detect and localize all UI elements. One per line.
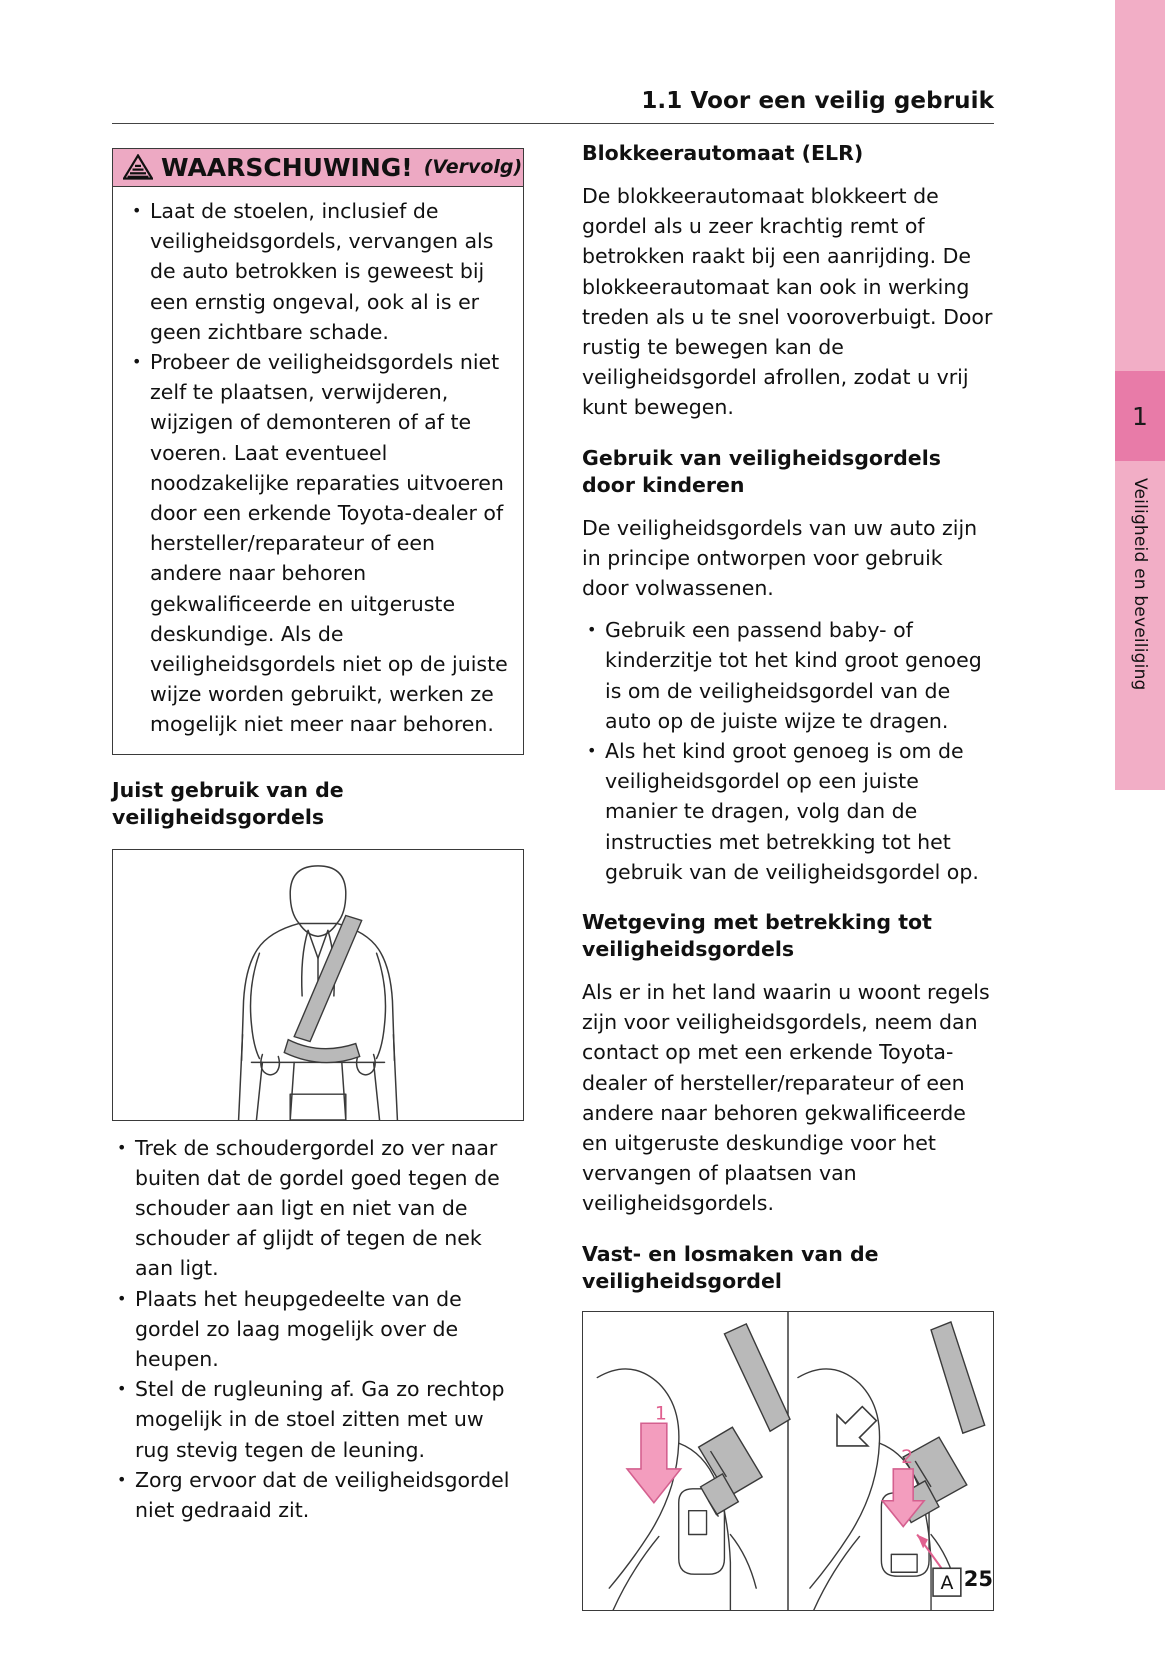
heading-children: Gebruik van veiligheidsgordels door kinderen — [582, 445, 941, 497]
callout-step-1: 1 — [654, 1401, 667, 1424]
list-item: • Stel de rugleuning af. Ga zo rechtop mogelijk in de stoel zitten met uw rug stevig tegen de leuning. — [112, 1374, 524, 1465]
callout-step-2: 2 — [901, 1445, 914, 1468]
fasten-arrow — [627, 1423, 681, 1502]
children-bullet-list — [582, 615, 994, 887]
warning-box-header — [113, 149, 523, 187]
side-tab-chapter-label: Veiligheid en beveiliging — [1130, 478, 1150, 691]
warning-box — [112, 148, 524, 755]
chapter-side-tab — [1115, 0, 1165, 1653]
page-title: 1.1 Voor een veilig gebruik — [641, 88, 994, 114]
list-item: • Gebruik een passend baby- of kinderzitje tot het kind groot genoeg is om de veiligheidsgordel van de auto op de juiste wijze te dragen. — [582, 615, 994, 736]
left-column — [112, 148, 524, 1525]
warning-triangle-icon — [123, 154, 153, 180]
list-item: • Als het kind groot genoeg is om de veiligheidsgordel op een juiste manier te dragen, volg dan de instructies met betrekking tot het gebruik van de veiligheidsgordel op. — [582, 736, 994, 887]
page-header — [112, 88, 994, 124]
side-tab-number-block — [1115, 371, 1165, 461]
paragraph-law: Als er in het land waarin u woont regels zijn voor veiligheidsgordels, neem dan contact op met een erkende Toyota-dealer of hersteller/reparateur of een andere naar behoren gekwalificeerde en uitgeruste deskundige voor het vervangen of plaatsen van veiligheidsgordels. — [582, 980, 990, 1216]
page-number: 25 — [963, 1567, 993, 1591]
warning-box-body — [113, 187, 523, 754]
figure-seatbelt-buckle — [582, 1311, 994, 1611]
right-column — [582, 140, 994, 1611]
list-item: • Plaats het heupgedeelte van de gordel zo laag mogelijk over de heupen. — [112, 1284, 524, 1375]
list-item: • Probeer de veiligheidsgordels niet zelf te plaatsen, verwijderen, wijzigen of demonteren of af te voeren. Laat eventueel noodzakelijke reparaties uitvoeren door een erkende Toyota-dealer of hersteller/reparateur of een andere naar behoren gekwalificeerde en uitgeruste deskundige. Als de veiligheidsgordels niet op de juiste wijze worden gebruikt, werken ze mogelijk niet meer naar behoren. — [127, 347, 509, 740]
paragraph-elr: De blokkeerautomaat blokkeert de gordel als u zeer krachtig remt of betrokken raakt bij een aanrijding. De blokkeerautomaat kan ook in werking treden als u te snel vooroverbuigt. Door rustig te bewegen kan de veiligheidsgordel afrollen, zodat u vrij kunt bewegen. — [582, 184, 993, 420]
seated-person-wearing-seatbelt-illustration — [113, 850, 523, 1120]
warning-continued-label: (Vervolg) — [423, 155, 523, 178]
callout-label-a: A — [940, 1571, 954, 1594]
heading-correct-use: Juist gebruik van de veiligheidsgordels — [112, 777, 344, 829]
heading-law: Wetgeving met betrekking tot veiligheidsgordels — [582, 910, 932, 962]
header-divider — [112, 123, 994, 124]
list-item: • Laat de stoelen, inclusief de veiligheidsgordels, vervangen als de auto betrokken is geweest bij een ernstig ongeval, ook al is er geen zichtbare schade. — [127, 196, 509, 347]
warning-bullet-list — [127, 196, 509, 740]
warning-title: WAARSCHUWING! — [161, 152, 413, 182]
side-tab-label — [1115, 470, 1165, 790]
heading-buckle: Vast- en losmaken van de veiligheidsgordel — [582, 1241, 879, 1293]
side-tab-chapter-number: 1 — [1132, 401, 1148, 431]
heading-elr: Blokkeerautomaat (ELR) — [582, 141, 864, 165]
figure-seatbelt-correct-use — [112, 849, 524, 1121]
list-item: • Zorg ervoor dat de veiligheidsgordel niet gedraaid zit. — [112, 1465, 524, 1525]
seatbelt-buckle-fasten-release-illustration — [583, 1312, 993, 1610]
correct-use-bullet-list — [112, 1133, 524, 1526]
paragraph-children: De veiligheidsgordels van uw auto zijn in principe ontworpen voor gebruik door volwassenen. — [582, 515, 978, 601]
list-item: • Trek de schoudergordel zo ver naar buiten dat de gordel goed tegen de schouder aan ligt en niet van de schouder af glijdt of tegen de nek aan ligt. — [112, 1133, 524, 1284]
